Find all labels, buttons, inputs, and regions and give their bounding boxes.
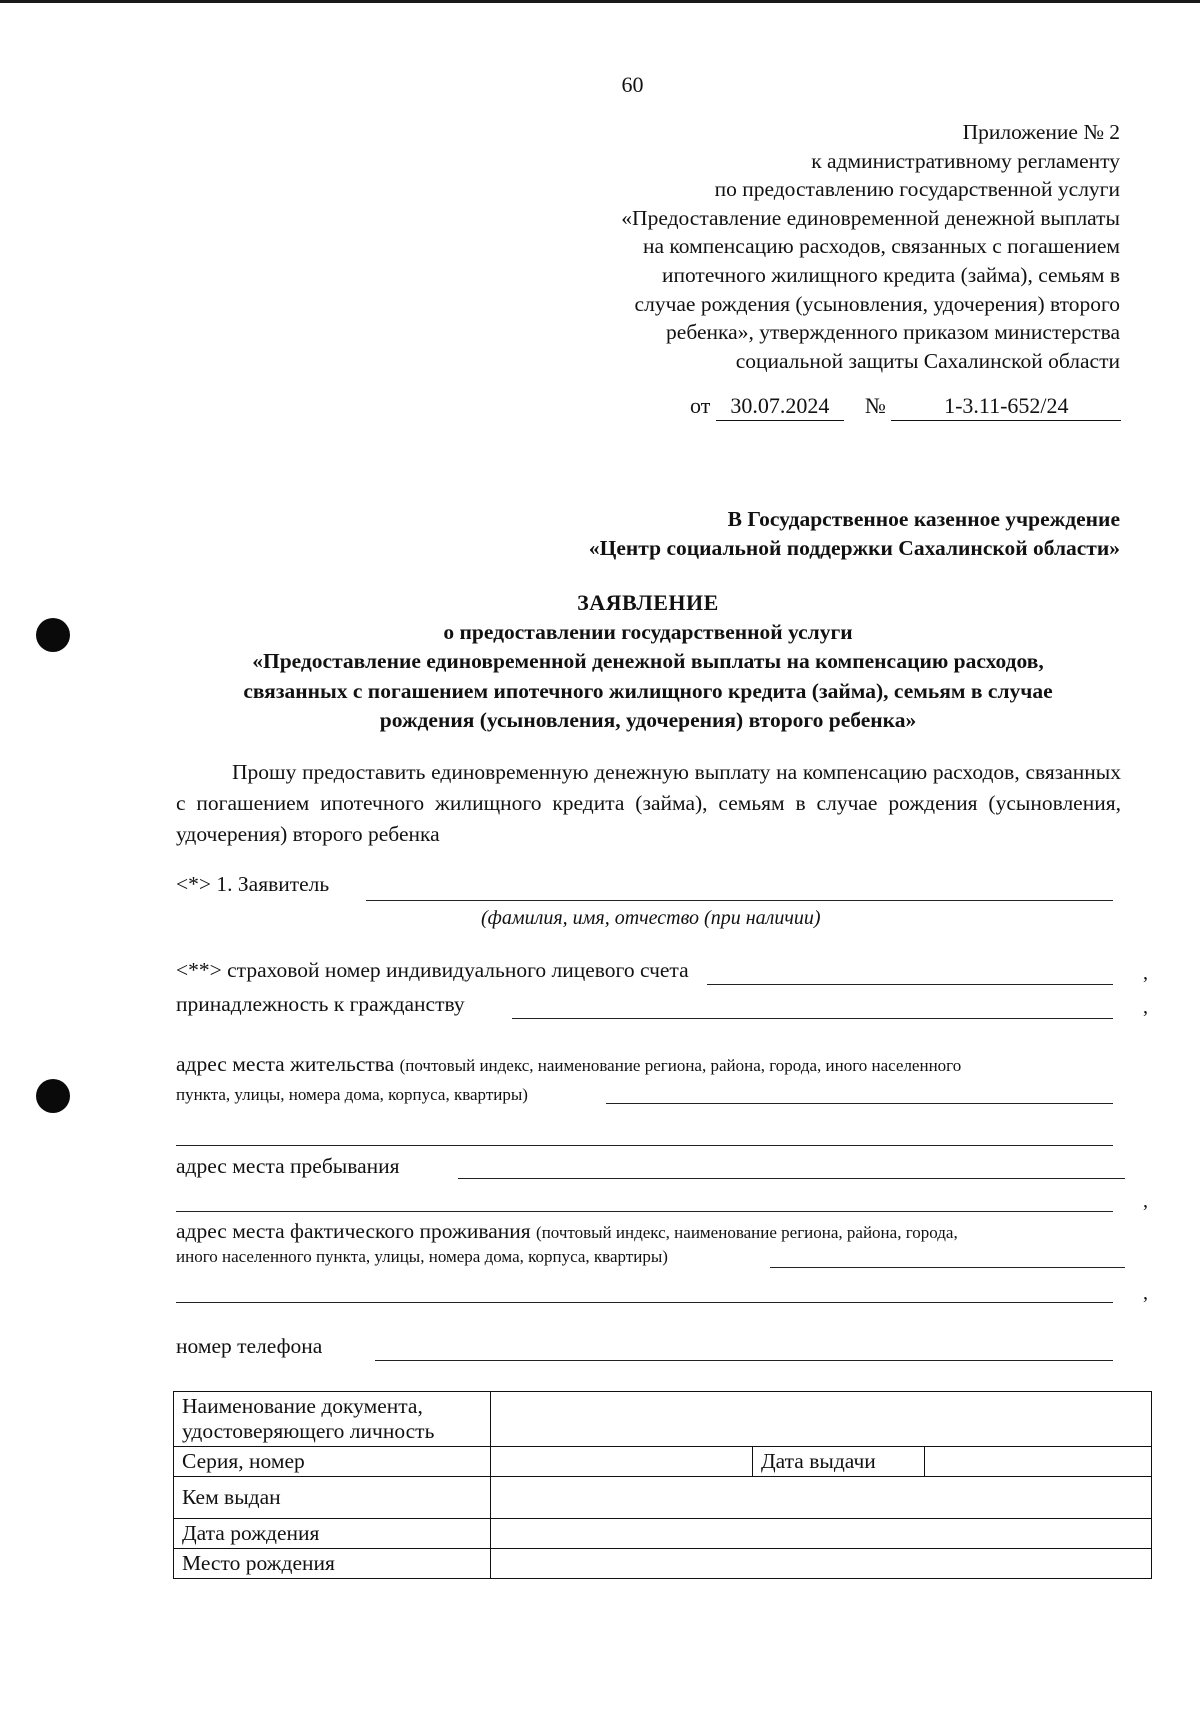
table-row (174, 1549, 1152, 1579)
appendix-line: на компенсацию расходов, связанных с погашением (643, 234, 1120, 259)
order-number-label: № (864, 393, 886, 418)
issue-date-label: Дата выдачи (753, 1447, 925, 1477)
issue-date-value[interactable] (925, 1447, 1152, 1477)
title-line: о предоставлении государственной услуги (443, 619, 853, 644)
stay-field[interactable] (458, 1178, 1125, 1179)
punch-hole (36, 1079, 70, 1113)
stay-field-2[interactable] (176, 1211, 1113, 1212)
intro-text: Прошу предоставить единовременную денежную выплату на компенсацию расходов, связанных с погашением ипотечного жилищного кредита (займа), семьям в случае рождения (усыновления, удочерения) второго ребенка (176, 760, 1121, 846)
comma: , (1143, 1282, 1148, 1304)
title-line: «Предоставление единовременной денежной выплаты на компенсацию расходов, (252, 649, 1044, 673)
appendix-line: социальной защиты Сахалинской области (735, 348, 1120, 373)
issued-by-value[interactable] (491, 1477, 1152, 1519)
applicant-hint: (фамилия, имя, отчество (при наличии) (481, 907, 821, 929)
issued-by-label: Кем выдан (174, 1477, 491, 1519)
residence-label-line (176, 1052, 961, 1077)
doc-name-value[interactable] (491, 1392, 1152, 1447)
addressee-line: В Государственное казенное учреждение (727, 507, 1120, 531)
appendix-block (520, 118, 1120, 375)
page-number: 60 (621, 72, 644, 97)
table-row (174, 1519, 1152, 1549)
scan-top-border (0, 0, 1200, 3)
appendix-line: по предоставлению государственной услуги (714, 177, 1120, 202)
appendix-line: ипотечного жилищного кредита (займа), семьям в (661, 262, 1120, 287)
actual-label: адрес места фактического проживания (176, 1219, 531, 1243)
residence-field-2[interactable] (176, 1145, 1113, 1146)
birth-place-value[interactable] (491, 1549, 1152, 1579)
stay-label: адрес места пребывания (176, 1154, 400, 1178)
citizenship-field[interactable] (512, 1018, 1113, 1019)
snils-label: <**> страховой номер индивидуального лицевого счета (176, 958, 689, 982)
actual-field[interactable] (770, 1267, 1125, 1268)
table-row (174, 1392, 1152, 1447)
phone-label: номер телефона (176, 1334, 323, 1358)
residence-hint: (почтовый индекс, наименование региона, района, города, иного населенного (399, 1056, 962, 1075)
residence-label: адрес места жительства (176, 1052, 395, 1076)
series-label: Серия, номер (174, 1447, 491, 1477)
actual-label-line (176, 1219, 958, 1244)
table-row (174, 1477, 1152, 1519)
order-from-label: от (690, 393, 711, 418)
comma: , (1143, 962, 1148, 984)
series-value[interactable] (491, 1447, 753, 1477)
table-row (174, 1447, 1152, 1477)
appendix-line: Приложение № 2 (962, 120, 1120, 144)
birth-place-label: Место рождения (174, 1549, 491, 1579)
comma: , (1143, 1190, 1148, 1212)
addressee-block (589, 505, 1120, 563)
application-title (178, 588, 1118, 736)
doc-name-label: Наименование документа, (182, 1394, 423, 1418)
snils-field[interactable] (707, 984, 1113, 985)
order-number: 1-3.11-652/24 (891, 393, 1121, 421)
doc-name-cell (174, 1392, 491, 1447)
addressee-line: «Центр социальной поддержки Сахалинской области» (588, 536, 1120, 560)
doc-name-label: удостоверяющего личность (182, 1419, 435, 1443)
appendix-line: ребенка», утвержденного приказом министерства (666, 320, 1120, 345)
title-line: рождения (усыновления, удочерения) второго ребенка» (379, 708, 917, 732)
birth-date-value[interactable] (491, 1519, 1152, 1549)
residence-hint-line: пункта, улицы, номера дома, корпуса, квартиры) (176, 1085, 528, 1104)
applicant-label: <*> 1. Заявитель (176, 872, 330, 896)
comma: , (1143, 996, 1148, 1018)
punch-hole (36, 618, 70, 652)
appendix-line: к административному регламенту (811, 148, 1120, 173)
birth-date-label: Дата рождения (174, 1519, 491, 1549)
title-line: связанных с погашением ипотечного жилищного кредита (займа), семьям в случае (243, 678, 1053, 703)
actual-field-2[interactable] (176, 1302, 1113, 1303)
appendix-line: «Предоставление единовременной денежной выплаты (621, 205, 1120, 230)
appendix-line: случае рождения (усыновления, удочерения) второго (634, 291, 1120, 316)
citizenship-label: принадлежность к гражданству (176, 992, 465, 1016)
applicant-field[interactable] (366, 900, 1113, 901)
order-date: 30.07.2024 (716, 393, 844, 421)
phone-field[interactable] (375, 1360, 1113, 1361)
title-main: ЗАЯВЛЕНИЕ (577, 590, 719, 615)
identity-document-table (173, 1391, 1152, 1579)
actual-hint-line: иного населенного пункта, улицы, номера дома, корпуса, квартиры) (176, 1247, 668, 1266)
order-reference (690, 393, 1121, 421)
actual-hint: (почтовый индекс, наименование региона, района, города, (536, 1223, 958, 1242)
intro-paragraph (176, 757, 1121, 850)
residence-field[interactable] (606, 1103, 1113, 1104)
